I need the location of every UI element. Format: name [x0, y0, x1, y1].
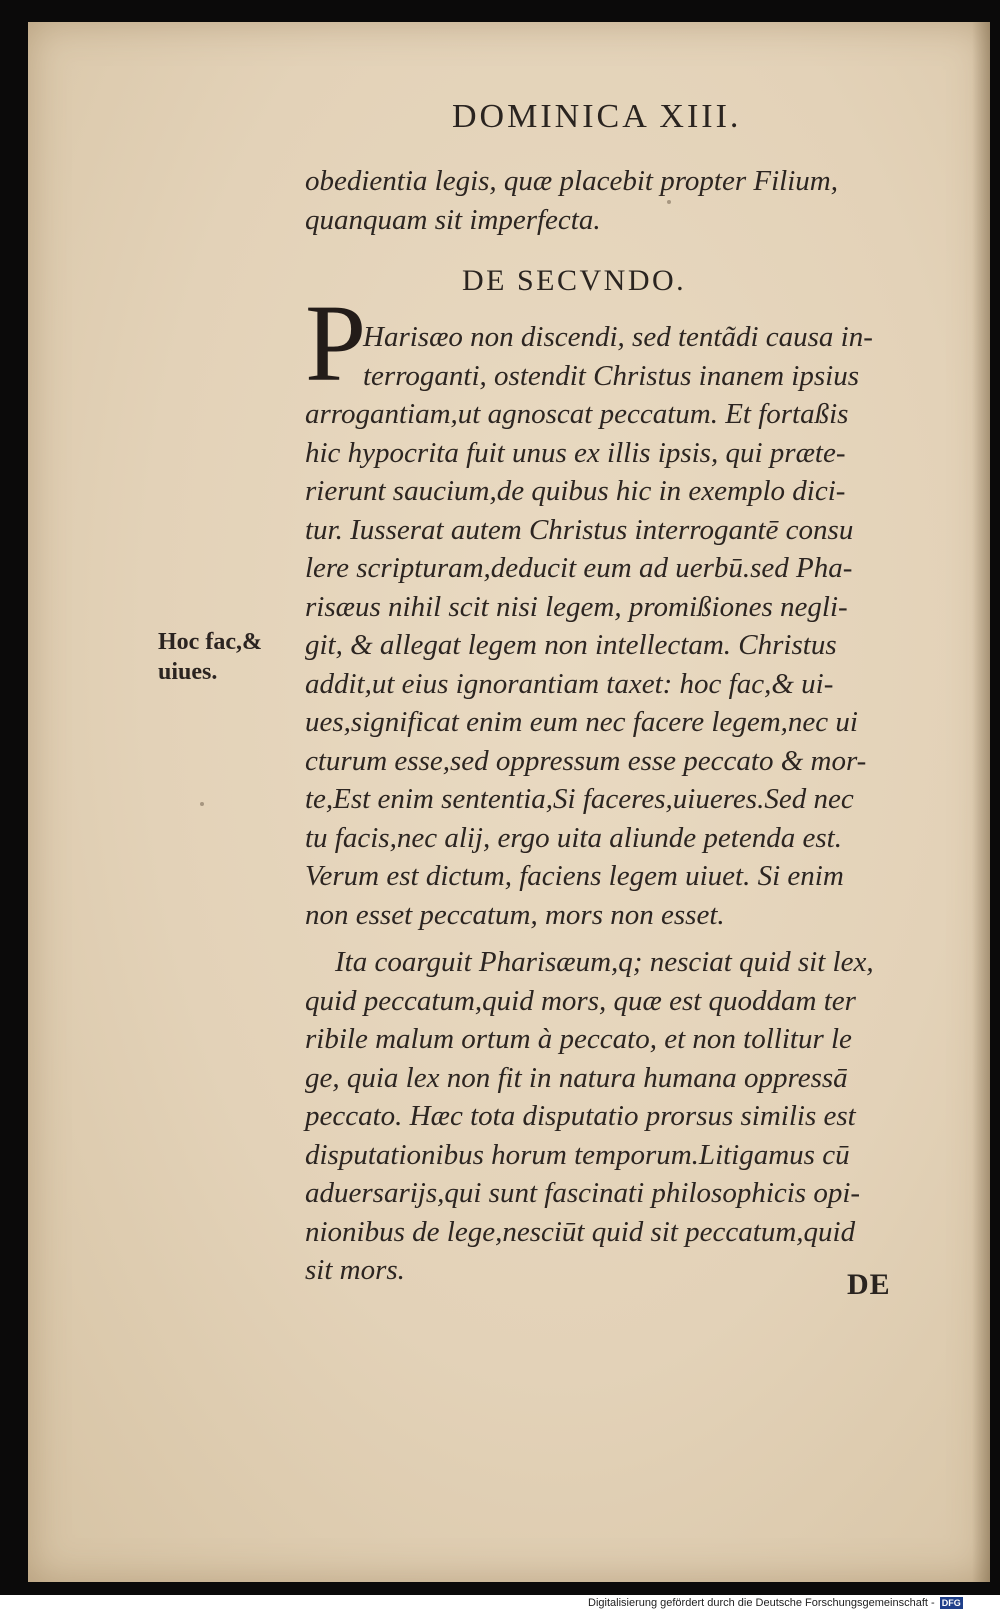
paragraph-line: cturum esse,sed oppressum esse peccato & mor- — [305, 744, 867, 777]
paragraph-line: disputationibus horum temporum.Litigamus cū — [305, 1138, 850, 1171]
paragraph-line: quid peccatum,quid mors, quæ est quoddam ter — [305, 984, 856, 1017]
paragraph-line: risæus nihil scit nisi legem, promißiones negli- — [305, 590, 848, 623]
paragraph-line: arrogantiam,ut agnoscat peccatum. Et fortaßis — [305, 398, 849, 430]
paragraph-line: Verum est dictum, faciens legem uiuet. Si enim — [305, 860, 844, 892]
marginal-note — [158, 627, 288, 687]
paragraph-line: hic hypocrita fuit unus ex illis ipsis, qui præte- — [305, 436, 846, 469]
paragraph-line: ribile malum ortum à peccato, et non tollitur le — [305, 1023, 852, 1055]
drop-capital: P — [305, 282, 367, 404]
paragraph-line: ues,significat enim eum nec facere legem,nec ui — [305, 706, 858, 738]
paragraph-line: nionibus de lege,nesciūt quid sit peccatum,quid — [305, 1215, 856, 1248]
paragraph-line: peccato. Hæc tota disputatio prorsus similis est — [305, 1100, 856, 1132]
intro-line: obedientia legis, quæ placebit propter Filium, — [305, 165, 838, 197]
paragraph-line: ge, quia lex non fit in natura humana oppressā — [305, 1061, 848, 1094]
footer-text: Digitalisierung gefördert durch die Deutsche Forschungsgemeinschaft - — [588, 1597, 935, 1609]
running-header: DOMINICA XIII. — [452, 98, 742, 135]
intro-text — [305, 162, 915, 239]
paragraph-line: addit,ut eius ignorantiam taxet: hoc fac,& ui- — [305, 667, 834, 700]
paragraph-line: sit mors. — [305, 1254, 405, 1286]
page-edge-shadow — [972, 22, 990, 1582]
paragraph-line: non esset peccatum, mors non esset. — [305, 898, 725, 931]
dfg-logo: DFG — [941, 1598, 961, 1609]
paragraph-line: aduersarijs,qui sunt fascinati philosophicis opi- — [305, 1177, 861, 1209]
paragraph-line: te,Est enim sententia,Si faceres,uiueres.Sed nec — [305, 783, 854, 815]
paragraph-line: Ita coarguit Pharisæum,q; nesciat quid sit lex, — [335, 946, 874, 978]
paragraph-line: Harisæo non discendi, sed tentãdi causa in- — [363, 321, 873, 353]
catchword: DE — [847, 1268, 891, 1301]
paragraph-line: git, & allegat legem non intellectam. Christus — [305, 629, 837, 661]
digitization-footer — [588, 1597, 998, 1613]
paragraph-1 — [305, 318, 915, 934]
page-speck — [667, 200, 671, 204]
paragraph-line: rierunt saucium,de quibus hic in exemplo dici- — [305, 475, 846, 507]
section-heading: DE SECVNDO. — [462, 264, 687, 297]
intro-line: quanquam sit imperfecta. — [305, 203, 601, 236]
paragraph-line: terroganti, ostendit Christus inanem ipsius — [363, 359, 859, 392]
marginal-note-line: uiues. — [158, 659, 218, 685]
paragraph-line: lere scripturam,deducit eum ad uerbū.sed Pha- — [305, 552, 853, 584]
paragraph-line: tur. Iusserat autem Christus interrogantē consu — [305, 513, 854, 546]
paragraph-2 — [305, 943, 915, 1290]
paragraph-line: tu facis,nec alij, ergo uita aliunde petenda est. — [305, 821, 842, 854]
marginal-note-line: Hoc fac,& — [158, 629, 262, 655]
page-speck — [200, 802, 204, 806]
